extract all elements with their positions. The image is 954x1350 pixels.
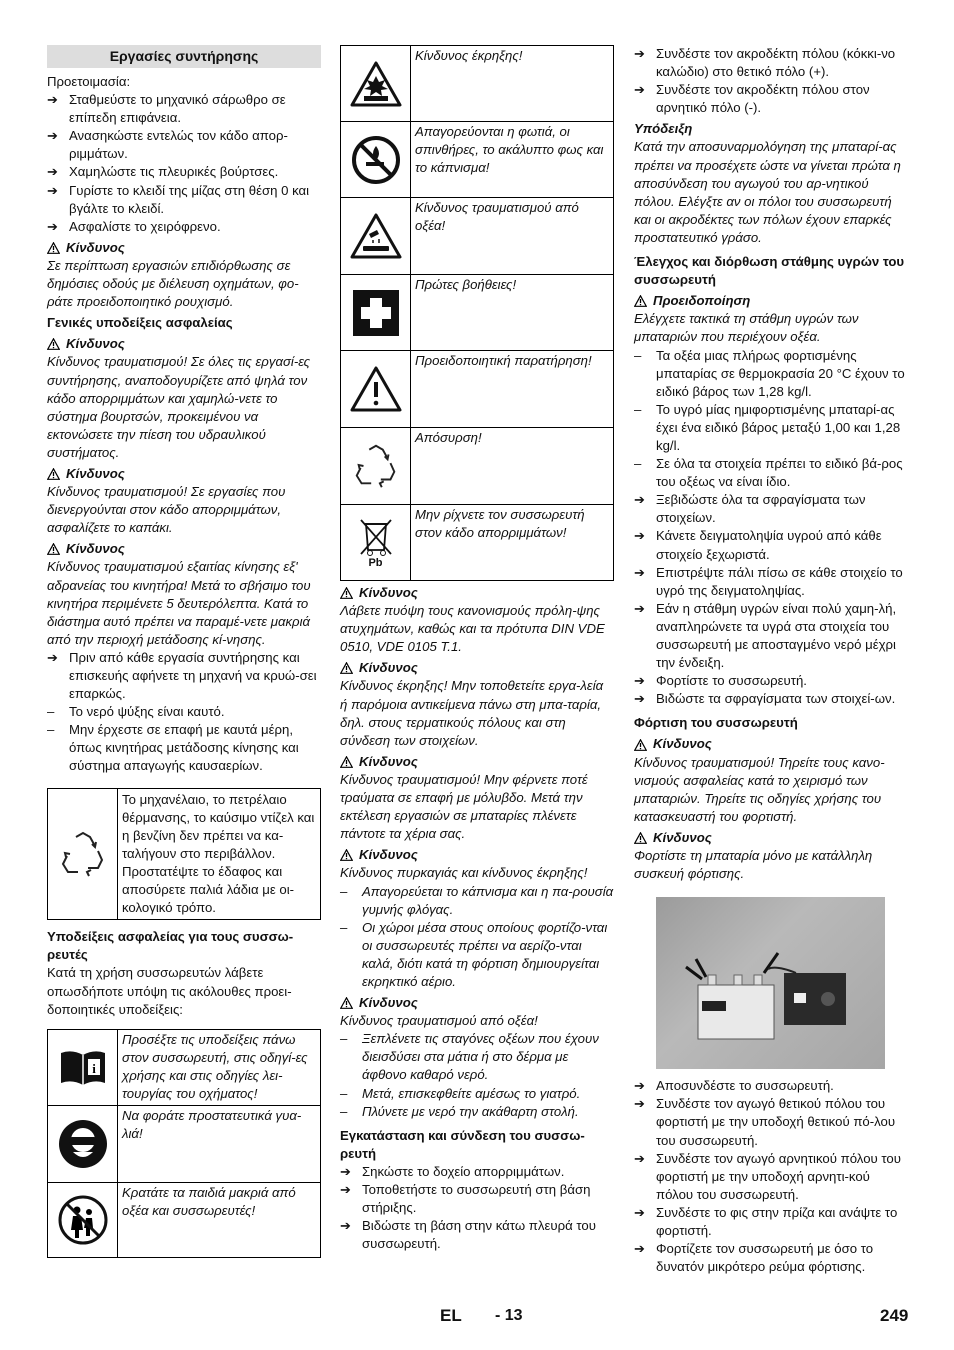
warning-icon <box>634 295 647 307</box>
arrow-icon: ➔ <box>634 82 645 98</box>
step: ➔ Ξεβιδώστε όλα τα σφραγίσματα των στοιχείων. <box>634 491 908 527</box>
column-left <box>47 45 321 1258</box>
danger-heading: Κίνδυνος <box>47 540 321 558</box>
icon-row <box>340 428 614 505</box>
warning-icon <box>340 587 353 599</box>
arrow-icon: ➔ <box>634 600 645 616</box>
note-label: Υπόδειξη <box>634 121 693 137</box>
danger-text: Κίνδυνος έκρηξης! Μην τοποθετείτε εργα-λεία ή παρόμοια αντικείμενα πάνω στη μπα-ταρία, δηλ. στους τερματικούς πόλους και στη σύνδεση των στοιχείων. <box>340 678 604 748</box>
warning-icon <box>47 338 60 350</box>
warning-text: Ελέγχετε τακτικά τη στάθμη υγρών των μπαταριών που περιέχουν οξέα. <box>634 311 859 345</box>
dash-item: – Το υγρό μίας ημιφορτισμένης μπαταρί-ας έχει ένα ειδικό βάρος μεταξύ 1,00 και 1,28 kg/l. <box>634 401 901 453</box>
step: ➔ Σηκώστε το δοχείο απορριμμάτων. <box>340 1163 614 1181</box>
danger-text: Κίνδυνος τραυματισμού! Μην φέρνετε ποτέ τραύματα σε επαφή με μόλυβδο. Μετά την εκτέλεση εργασιών σε μπαταρίες πλένετε πάντοτε τα χέρια σας. <box>340 771 588 842</box>
danger-heading: Κίνδυνος <box>340 753 614 771</box>
warning-icon <box>340 997 353 1009</box>
dash-item: – Οι χώροι μέσα στους οποίους φορτίζο-νται οι συσσωρευτές πρέπει να αερίζο-νται καλά, διότι κατά τη φόρτιση δημιουργείται εκρηκτικό αέριο. <box>340 919 608 989</box>
step: ➔ Πριν από κάθε εργασία συντήρησης και επισκευής αφήνετε τη μηχανή να κρυώ-σει επαρκώς. <box>47 649 321 703</box>
step: ➔ Συνδέστε το φις στην πρίζα και ανάψτε το φορτιστή. <box>634 1204 908 1240</box>
column-middle <box>340 45 614 1253</box>
prep-label: Προετοιμασία: <box>47 74 131 89</box>
icon-text: Κρατάτε τα παιδιά μακριά από οξέα και συσσωρευτές! <box>122 1184 296 1218</box>
step: ➔ Ανασηκώστε εντελώς τον κάδο απορ-ριμμάτων. <box>47 127 321 163</box>
dash-item: – Πλύνετε με νερό την ακάθαρτη στολή. <box>340 1103 579 1119</box>
warning-icon <box>634 739 647 751</box>
step: ➔ Εάν η στάθμη υγρών είναι πολύ χαμη-λή, αναπληρώνετε τα υγρά στα στοιχεία του συσσωρευτή με αποσταγμένο νερό μέχρι την ένδειξη. <box>634 600 908 672</box>
step: ➔ Φορτίζετε τον συσσωρευτή με όσο το δυνατόν μικρότερο ρεύμα φόρτισης. <box>634 1240 908 1276</box>
dash-item: – Μετά, επισκεφθείτε αμέσως το γιατρό. <box>340 1085 581 1101</box>
step: ➔ Επιστρέψτε πάλι πίσω σε κάθε στοιχείο το υγρό της δειγματοληψίας. <box>634 564 908 600</box>
warning-icon <box>634 832 647 844</box>
warning-icon <box>47 242 60 254</box>
icon-text: Προσέξτε τις υποδείξεις πάνω στον συσσωρευτή, στις οδηγί-ες χρήσης και στις οδηγίες λει-τουργίας του οχήματος! <box>122 1031 308 1101</box>
icon-row <box>47 1183 321 1258</box>
danger-heading: Κίνδυνος <box>634 735 908 753</box>
danger-text: Κίνδυνος τραυματισμού! Τηρείτε τους κανο-νισμούς ασφαλείας κατά το χειρισμό των μπαταριών. Τηρείτε τις οδηγίες χρήσης του κατασκευαστή του φορτιστή. <box>634 754 885 824</box>
arrow-icon: ➔ <box>340 1163 351 1179</box>
warning-heading: Προειδοποίηση <box>634 292 908 310</box>
step: ➔ Κάνετε δειγματοληψία υγρού από κάθε στοιχείο ξεχωριστά. <box>634 527 908 563</box>
warning-icon <box>340 849 353 861</box>
first-aid-icon <box>341 275 411 350</box>
step: ➔ Συνδέστε τον αγωγό αρνητικού πόλου του φορτιστή με την υποδοχή αρνητι-κού πόλου του συσσωρευτή. <box>634 1150 908 1204</box>
icon-text: Να φοράτε προστατευτικά γυα-λιά! <box>122 1107 302 1141</box>
subheading: Έλεγχος και διόρθωση στάθμης υγρών του συσσωρευτή <box>634 254 905 288</box>
arrow-icon: ➔ <box>634 1096 645 1112</box>
step: ➔ Συνδέστε τον ακροδέκτη πόλου (κόκκι-νο καλώδιο) στο θετικό πόλο (+). <box>634 45 908 81</box>
icon-text: Πρώτες βοήθειες! <box>415 277 517 292</box>
arrow-icon: ➔ <box>634 46 645 61</box>
icon-row <box>47 1029 321 1106</box>
arrow-icon: ➔ <box>340 1182 351 1197</box>
step: ➔ Χαμηλώστε τις πλευρικές βούρτσες. <box>47 163 321 181</box>
note-text: Κατά την αποσυναρμολόγηση της μπαταρί-ας πρέπει να προσέχετε ώστε να γίνεται πρώτα η αποσύνδεση του αγωγού του αρ-νητικού πόλου. Ελέγξτε αν οι πόλοι του συσσωρευτή και οι ακροδέκτες των πόλων έχουν επαρκές προστατευτικό γράσο. <box>634 139 901 245</box>
danger-heading: Κίνδυνος <box>340 659 614 677</box>
step: ➔ Συνδέστε τον αγωγό θετικού πόλου του φορτιστή με την υποδοχή θετικού πό-λου του συσσωρευτή. <box>634 1095 908 1149</box>
danger-text: Κίνδυνος τραυματισμού! Σε εργασίες που διενεργούνται στον κάδο απορριμμάτων, ασφαλίζετε το καπάκι. <box>47 484 286 536</box>
section-heading: Εργασίες συντήρησης <box>47 45 321 68</box>
danger-heading: Κίνδυνος <box>47 335 321 353</box>
arrow-icon: ➔ <box>47 164 58 180</box>
danger-text: Κίνδυνος τραυματισμού! Σε όλες τις εργασί-ες συντήρησης, αναποδογυρίζετε από ψηλά τον κάδο απορριμμάτων και χαμηλώ-νετε το σύστημα βουρτσών, προκειμένου να εκτονώσετε την πίεση του υδραυλικού συστήματος. <box>47 354 311 460</box>
dash-item: – Μην έρχεστε σε επαφή με καυτά μέρη, όπως κινητήρας μετάδοσης κίνησης και σύστημα απαγωγής καυσαερίων. <box>47 722 299 774</box>
danger-heading: Κίνδυνος <box>634 829 908 847</box>
environment-text: Το μηχανέλαιο, το πετρέλαιο θέρμανσης, το καύσιμο ντίζελ και η βενζίνη δεν πρέπει να κα-ταλήγουν στο περιβάλλον. Προστατέψτε το έδαφος και αποσύρετε παλιά λάδια με οι-κολογικό τρόπο. <box>122 791 315 916</box>
danger-text: Κίνδυνος τραυματισμού εξαιτίας κίνησης εξ' αδρανείας του κινητήρα! Μετά το σβήσιμο του κινητήρα περιμένετε 5 δευτερόλεπτα. Κατά το διάστημα αυτό πρέπει να παραμέ-νετε μακριά από την περιοχή μετάδοσης κί-νησης. <box>47 559 311 647</box>
step: ➔ Ασφαλίστε το χειρόφρενο. <box>47 218 321 236</box>
icon-row <box>340 122 614 198</box>
manual-icon <box>48 1030 118 1105</box>
column-right <box>634 45 908 1276</box>
arrow-icon: ➔ <box>47 182 58 198</box>
danger-text: Φορτίστε τη μπαταρία μόνο με κατάλληλη συσκευή φόρτισης. <box>634 848 873 882</box>
icon-text: Απόσυρση! <box>415 430 482 445</box>
step: ➔ Βιδώστε τα σφραγίσματα των στοιχεί-ων. <box>634 690 908 708</box>
danger-text: Λάβετε πυόψη τους κανονισμούς πρόλη-ψης ατυχημάτων, καθώς και τα πρότυπα DIN VDE 0510, VDE 0105 T.1. <box>340 603 605 655</box>
step: ➔ Αποσυνδέστε το συσσωρευτή. <box>634 1077 908 1095</box>
dash-item: – Σε όλα τα στοιχεία πρέπει το ειδικό βά-ρος του οξέως να είναι ίδιο. <box>634 456 903 490</box>
icon-text: Προειδοποιητική παρατήρηση! <box>415 353 592 368</box>
danger-heading: Κίνδυνος <box>340 584 614 602</box>
arrow-icon: ➔ <box>47 128 58 144</box>
icon-text: Κίνδυνος τραυματισμού από οξέα! <box>415 200 579 234</box>
acid-icon <box>341 198 411 274</box>
icon-text: Μην ρίχνετε τον συσσωρευτή στον κάδο απορριμμάτων! <box>415 507 585 541</box>
arrow-icon: ➔ <box>634 1241 645 1257</box>
step: ➔ Συνδέστε τον ακροδέκτη πόλου στον αρνητικό πόλο (-). <box>634 81 908 117</box>
recycle-icon <box>341 428 411 504</box>
subheading: Εγκατάσταση και σύνδεση του συσσω-ρευτή <box>340 1127 585 1161</box>
arrow-icon: ➔ <box>634 673 645 689</box>
arrow-icon: ➔ <box>634 691 645 707</box>
local-page-number: - 13 <box>495 1307 523 1324</box>
dash-item: – Το νερό ψύξης είναι καυτό. <box>47 704 225 720</box>
crossed-bin-icon <box>341 505 411 580</box>
danger-heading: Κίνδυνος <box>47 465 321 483</box>
warning-icon <box>47 468 60 480</box>
goggles-icon <box>48 1106 118 1182</box>
warning-icon <box>47 543 60 555</box>
arrow-icon: ➔ <box>47 649 58 665</box>
svg-text:i: i <box>91 1061 96 1077</box>
icon-row <box>340 275 614 351</box>
explosion-icon <box>341 46 411 121</box>
step: ➔ Σταθμεύστε το μηχανικό σάρωθρο σε επίπεδη επιφάνεια. <box>47 91 321 127</box>
step: ➔ Φορτίστε το συσσωρευτή. <box>634 672 908 690</box>
arrow-icon: ➔ <box>47 218 58 234</box>
subheading: Γενικές υποδείξεις ασφαλείας <box>47 315 233 331</box>
warning-icon <box>340 756 353 768</box>
icon-row <box>340 198 614 275</box>
recycle-icon <box>48 789 118 920</box>
danger-heading: Κίνδυνος <box>47 239 321 257</box>
icon-row <box>47 1106 321 1183</box>
icon-text: Απαγορεύονται η φωτιά, οι σπινθήρες, το ακάλυπτο φως και το κάπνισμα! <box>415 124 604 176</box>
subheading: Υποδείξεις ασφαλείας για τους συσσω-ρευτές <box>47 929 294 963</box>
danger-text: Σε περίπτωση εργασιών επιδιόρθωσης σε δημόσιες οδούς με διέλευση οχημάτων, φο-ράτε προειδοποιητικό ρουχισμό. <box>47 257 299 310</box>
language-code: EL <box>440 1306 462 1325</box>
icon-text: Κίνδυνος έκρηξης! <box>415 48 523 63</box>
step: ➔ Τοποθετήστε το συσσωρευτή στη βάση στήριξης. <box>340 1181 614 1217</box>
subheading: Φόρτιση του συσσωρευτή <box>634 715 798 731</box>
warning-icon <box>340 662 353 674</box>
arrow-icon: ➔ <box>634 528 645 544</box>
battery-intro: Κατά τη χρήση συσσωρευτών λάβετε οπωσδήποτε υπόψη τις ακόλουθες προει-δοποιητικές υποδείξεις: <box>47 965 292 1017</box>
arrow-icon: ➔ <box>634 492 645 508</box>
icon-row <box>340 505 614 581</box>
arrow-icon: ➔ <box>634 1204 645 1220</box>
pb-label: Pb <box>368 557 383 569</box>
arrow-icon: ➔ <box>47 92 58 108</box>
page-footer <box>0 1307 954 1331</box>
dash-item: – Τα οξέα μιας πλήρως φορτισμένης μπαταρίας σε θερμοκρασία 20 °C έχουν το ειδικό βάρος των 1,28 kg/l. <box>634 347 905 399</box>
dash-item: – Απαγορεύεται το κάπνισμα και η πα-ρουσία γυμνής φλόγας. <box>340 883 614 917</box>
arrow-icon: ➔ <box>634 1078 645 1094</box>
battery-charger-photo <box>656 897 885 1069</box>
danger-text: Κίνδυνος πυρκαγιάς και κίνδυνος έκρηξης! <box>340 865 588 881</box>
step: ➔ Βιδώστε τη βάση στην κάτω πλευρά του συσσωρευτή. <box>340 1217 614 1253</box>
danger-heading: Κίνδυνος <box>340 994 614 1012</box>
icon-row <box>340 351 614 428</box>
danger-heading: Κίνδυνος <box>340 846 614 864</box>
arrow-icon: ➔ <box>340 1218 351 1234</box>
arrow-icon: ➔ <box>634 1150 645 1166</box>
warning-sign-icon <box>341 351 411 427</box>
dash-item: – Ξεπλένετε τις σταγόνες οξέων που έχουν διεισδύσει στα μάτια ή στο δέρμα με άφθονο καθαρό νερό. <box>340 1031 599 1083</box>
environment-box <box>47 788 321 921</box>
page-number: 249 <box>880 1306 909 1325</box>
icon-row <box>340 45 614 122</box>
arrow-icon: ➔ <box>634 564 645 580</box>
keep-children-away-icon <box>48 1183 118 1257</box>
danger-text: Κίνδυνος τραυματισμού από οξέα! <box>340 1013 538 1029</box>
step: ➔ Γυρίστε το κλειδί της μίζας στη θέση 0 και βγάλτε το κλειδί. <box>47 182 321 218</box>
no-fire-icon <box>341 122 411 197</box>
